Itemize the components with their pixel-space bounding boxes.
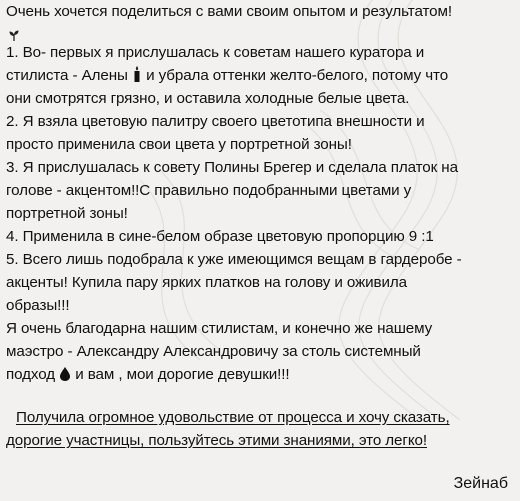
point-4-line: 4. Применила в сине-белом образе цветовую пропорцию 9 :1 — [6, 228, 434, 245]
signature: Зейнаб — [453, 475, 508, 492]
thanks-line-b: маэстро - Александру Александровичу за столь системный — [6, 343, 421, 360]
point-5-line-c: образы!!! — [6, 297, 70, 314]
candle-icon — [133, 66, 141, 82]
intro-line: Очень хочется поделиться с вами своим опытом и результатом! — [6, 3, 452, 20]
sprout-icon — [7, 28, 21, 42]
point-1-line-c: они смотрятся грязно, и оставила холодные белые цвета. — [6, 90, 410, 107]
thanks-line-c-text-pre: подход — [6, 366, 55, 383]
point-1-line-b-text-post: и убрала оттенки желто-белого, потому что — [146, 67, 449, 84]
drop-icon — [60, 367, 70, 381]
point-1-line-a: 1. Во- первых я прислушалась к советам нашего куратора и — [6, 44, 425, 61]
thanks-line-c-text-post: и вам , мои дорогие девушки!!! — [75, 366, 290, 383]
closing-line-b: дорогие участницы, пользуйтесь этими знаниями, это легко! — [6, 432, 428, 449]
point-5-line-a: 5. Всего лишь подобрала к уже имеющимся вещам в гардеробе - — [6, 251, 462, 268]
closing-line-a: Получила огромное удовольствие от процесса и хочу сказать, — [16, 409, 450, 426]
point-2-line-b: просто применила свои цвета у портретной зоны! — [6, 136, 352, 153]
thanks-line-c — [6, 365, 290, 385]
point-3-line-b: голове - акцентом!!С правильно подобранными цветами у — [6, 182, 412, 199]
point-3-line-c: портретной зоны! — [6, 205, 128, 222]
point-2-line-a: 2. Я взяла цветовую палитру своего цветотипа внешности и — [6, 113, 425, 130]
point-3-line-a: 3. Я прислушалась к совету Полины Брегер и сделала платок на — [6, 159, 458, 176]
point-1-line-b-text-pre: стилиста - Алены — [6, 67, 128, 84]
thanks-line-a: Я очень благодарна нашим стилистам, и конечно же нашему — [6, 320, 433, 337]
point-5-line-b: акценты! Купила пару ярких платков на голову и оживила — [6, 274, 407, 291]
point-1-line-b — [6, 66, 448, 86]
